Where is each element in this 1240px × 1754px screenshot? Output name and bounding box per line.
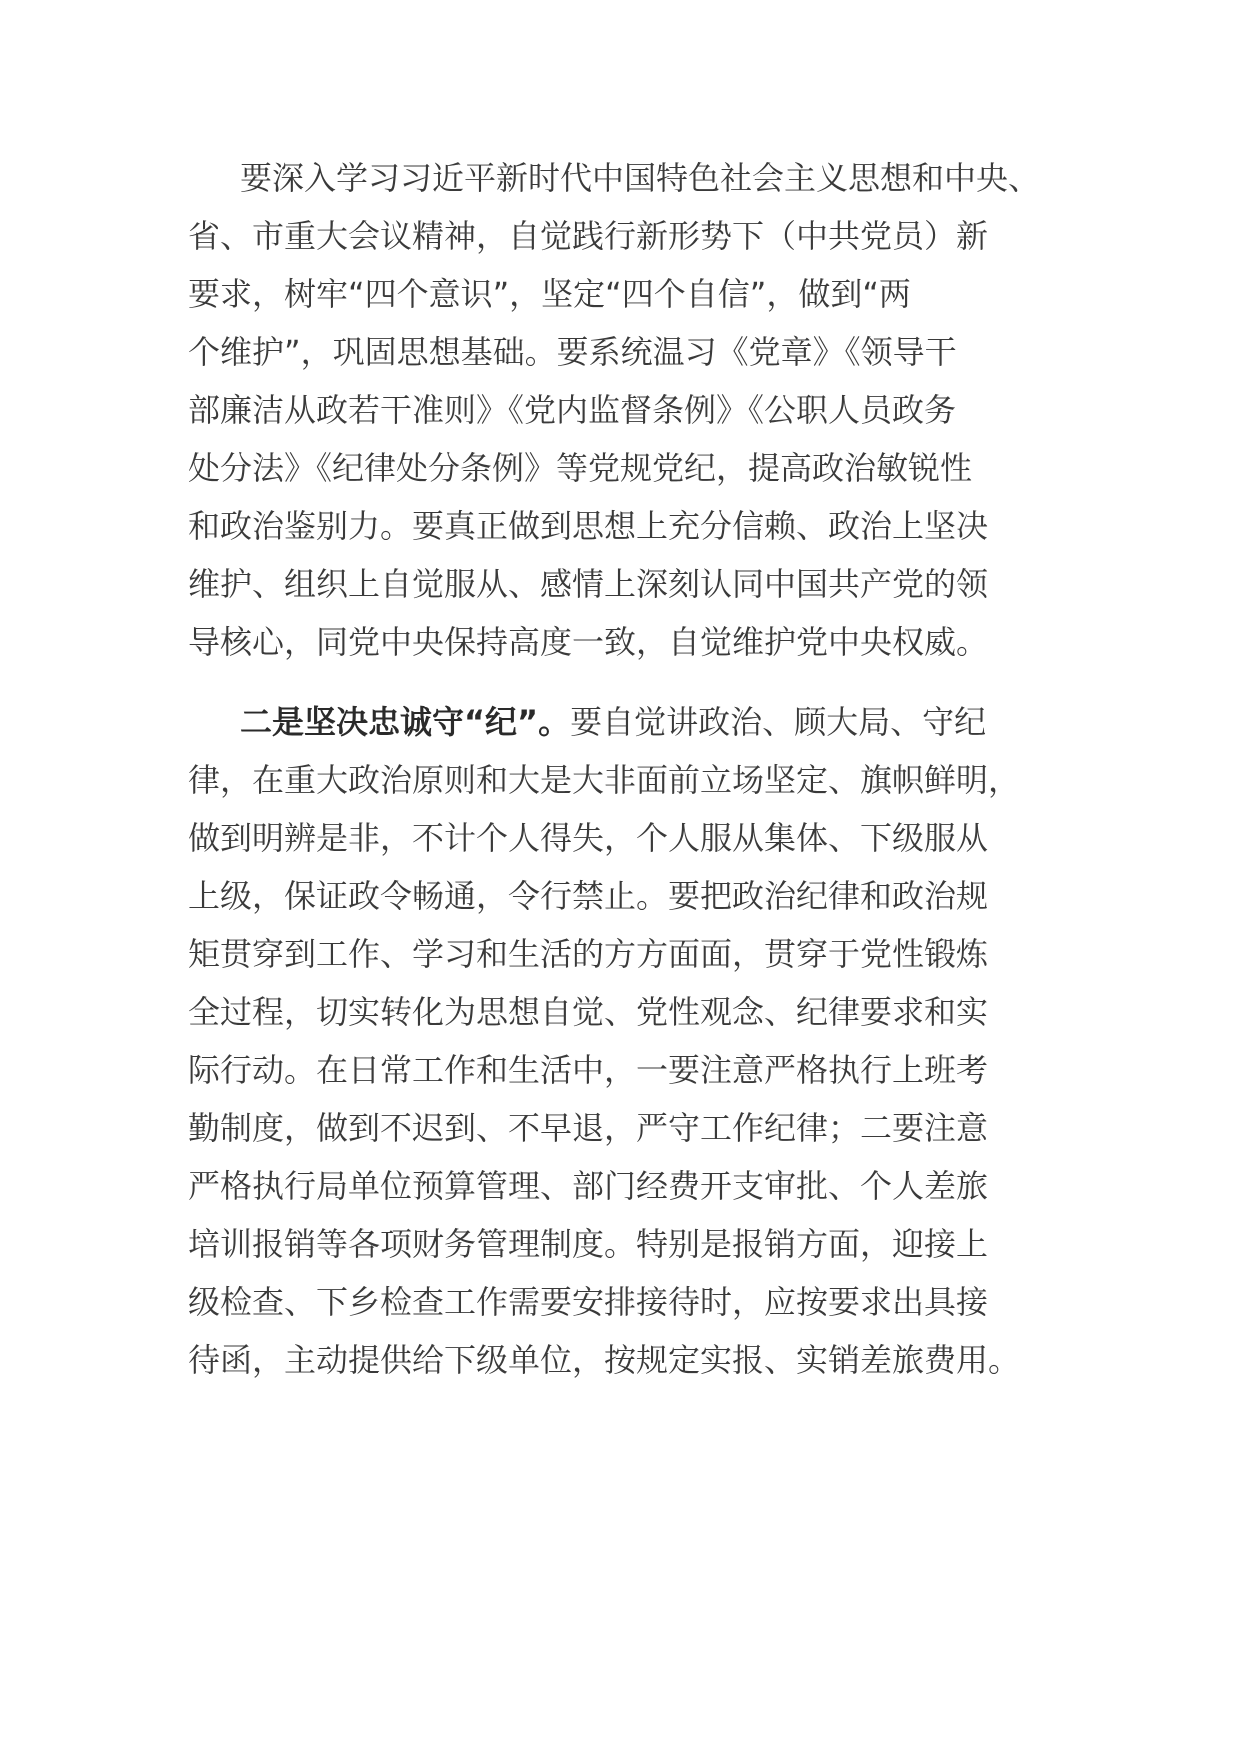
paragraph-line [240, 700, 986, 744]
paragraph-line: 待函，主动提供给下级单位，按规定实报、实销差旅费用。 [188, 1341, 1021, 1379]
paragraph-line: 严格执行局单位预算管理、部门经费开支审批、个人差旅 [188, 1167, 989, 1205]
section-heading: 二是坚决忠诚守“纪”。 [240, 703, 571, 741]
paragraph-line: 做到明辨是非，不计个人得失，个人服从集体、下级服从 [188, 819, 989, 857]
paragraph-line: 处分法》《纪律处分条例》等党规党纪，提高政治敏锐性 [188, 449, 973, 487]
paragraph-line: 勤制度，做到不迟到、不早退，严守工作纪律；二要注意 [188, 1109, 989, 1147]
paragraph-line: 级检查、下乡检查工作需要安排接待时，应按要求出具接 [188, 1283, 989, 1321]
paragraph-line: 矩贯穿到工作、学习和生活的方方面面，贯穿于党性锻炼 [188, 935, 989, 973]
paragraph-line: 要求，树牢“四个意识”，坚定“四个自信”，做到“两 [188, 275, 911, 313]
paragraph-line: 省、市重大会议精神，自觉践行新形势下（中共党员）新 [188, 217, 989, 255]
paragraph-line: 培训报销等各项财务管理制度。特别是报销方面，迎接上 [188, 1225, 989, 1263]
paragraph-line: 导核心，同党中央保持高度一致，自觉维护党中央权威。 [188, 623, 989, 661]
paragraph-line: 部廉洁从政若干准则》《党内监督条例》《公职人员政务 [188, 391, 957, 429]
paragraph-line: 和政治鉴别力。要真正做到思想上充分信赖、政治上坚决 [188, 507, 989, 545]
paragraph-text: 要自觉讲政治、顾大局、守纪 [570, 703, 987, 741]
paragraph-line: 全过程，切实转化为思想自觉、党性观念、纪律要求和实 [188, 993, 989, 1031]
paragraph-line: 维护、组织上自觉服从、感情上深刻认同中国共产党的领 [188, 565, 989, 603]
paragraph-line: 个维护”，巩固思想基础。要系统温习《党章》《领导干 [188, 333, 957, 371]
paragraph-line: 际行动。在日常工作和生活中，一要注意严格执行上班考 [188, 1051, 989, 1089]
paragraph-line: 律，在重大政治原则和大是大非面前立场坚定、旗帜鲜明， [188, 761, 1021, 799]
paragraph-line: 要深入学习习近平新时代中国特色社会主义思想和中央、 [240, 159, 1041, 197]
paragraph-line: 上级，保证政令畅通，令行禁止。要把政治纪律和政治规 [188, 877, 989, 915]
